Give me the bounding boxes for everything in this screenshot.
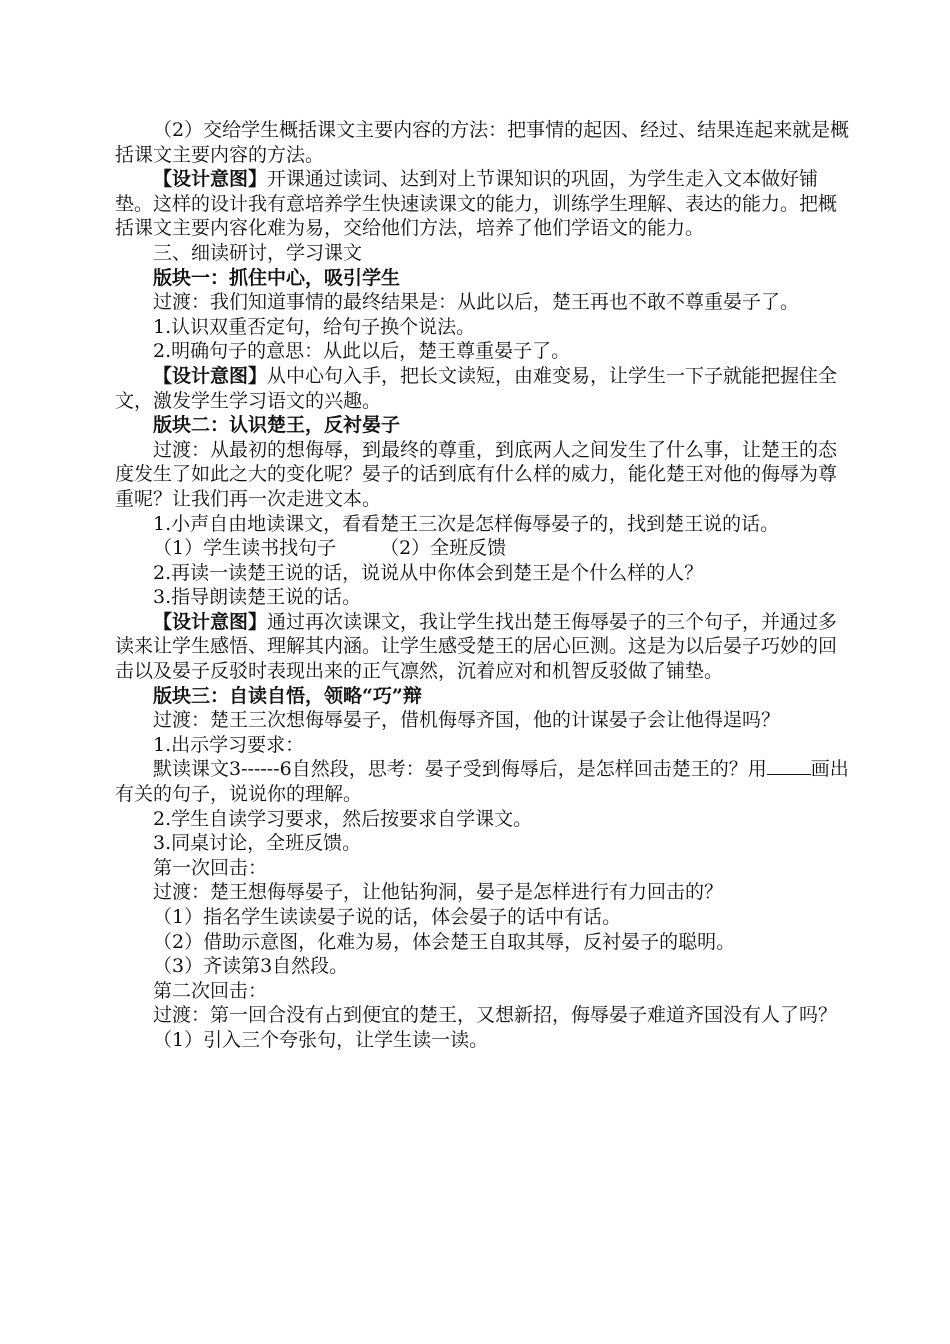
list-item: 1.小声自由地读课文，看看楚王三次是怎样侮辱晏子的，找到楚王说的话。 xyxy=(153,512,780,535)
paragraph-transition-5: 过渡：第一回合没有占到便宜的楚王，又想新招，侮辱晏子难道齐国没有人了吗？ xyxy=(153,1004,838,1027)
design-intent-label: 【设计意图】 xyxy=(153,364,268,387)
underline-blank xyxy=(767,758,811,775)
paragraph-transition-2: 过渡：从最初的想侮辱，到最终的尊重，到底两人之间发生了什么事，让楚王的态度发生了如此之大的变化呢？晏子的话到底有什么样的威力，能化楚王对他的侮辱为尊重呢？让我们再一次走进文本。 xyxy=(115,438,838,510)
block-heading-2: 版块二：认识楚王，反衬晏子 xyxy=(153,414,401,437)
design-intent-label: 【设计意图】 xyxy=(153,610,268,633)
block-heading-3: 版块三：自读自悟，领略“巧”辩 xyxy=(153,684,422,707)
list-item: 2.明确句子的意思：从此以后，楚王尊重晏子了。 xyxy=(153,340,571,363)
sub-heading: 第二次回击： xyxy=(153,979,268,1002)
list-item: 1.认识双重否定句，给句子换个说法。 xyxy=(153,315,476,338)
paragraph-design-intent-1: 【设计意图】开课通过读词、达到对上节课知识的巩固，为学生走入文本做好铺垫。这样的设计我有意培养学生快速读课文的能力，训练学生理解、表达的能力。把概括课文主要内容化难为易，交给他们方法，培养了他们学语文的能力。 xyxy=(115,168,838,240)
list-item: （1）引入三个夸张句，让学生读一读。 xyxy=(153,1028,489,1051)
sub-heading: 第一次回击： xyxy=(153,856,268,879)
list-item: 2.学生自读学习要求，然后按要求自学课文。 xyxy=(153,807,533,830)
section-heading: 三、细读研讨，学习课文 xyxy=(153,241,363,264)
list-item: 3.指导朗读楚王说的话。 xyxy=(153,586,362,609)
paragraph-transition-4: 过渡：楚王想侮辱晏子，让他钻狗洞，晏子是怎样进行有力回击的？ xyxy=(153,881,724,904)
list-item: 3.同桌讨论，全班反馈。 xyxy=(153,832,362,855)
list-item: （2）借助示意图，化难为易，体会楚王自取其辱，反衬晏子的聪明。 xyxy=(153,930,736,953)
paragraph-design-intent-2: 【设计意图】从中心句入手，把长文读短，由难变易，让学生一下子就能把握住全文，激发学生学习语文的兴趣。 xyxy=(115,364,838,412)
paragraph-design-intent-3: 【设计意图】通过再次读课文，我让学生找出楚王侮辱晏子的三个句子，并通过多读来让学生感悟、理解其内涵。让学生感受楚王的居心叵测。这是为以后晏子巧妙的回击以及晏子反驳时表现出来的正气凛然，沉着应对和机智反驳做了铺垫。 xyxy=(115,610,838,683)
paragraph-requirement: 默读课文3------6自然段，思考：晏子受到侮辱后，是怎样回击楚王的？用 画出有关的句子，说说你的理解。 xyxy=(115,758,849,806)
sub-list-pair: （1）学生读书找句子 （2）全班反馈 xyxy=(153,537,507,560)
paragraph-transition-3: 过渡：楚王三次想侮辱晏子，借机侮辱齐国，他的计谋晏子会让他得逞吗？ xyxy=(153,709,781,732)
paragraph-method: （2）交给学生概括课文主要内容的方法：把事情的起因、经过、结果连起来就是概括课文主要内容的方法。 xyxy=(115,119,850,166)
block-heading-1: 版块一：抓住中心，吸引学生 xyxy=(153,266,401,289)
list-item: 2.再读一读楚王说的话，说说从中你体会到楚王是个什么样的人？ xyxy=(153,561,704,584)
list-item: 1.出示学习要求： xyxy=(153,733,305,756)
list-item: （3）齐读第3自然段。 xyxy=(153,955,349,978)
design-intent-label: 【设计意图】 xyxy=(153,168,268,191)
list-item: （1）指名学生读读晏子说的话，体会晏子的话中有话。 xyxy=(153,906,622,928)
paragraph-transition-1: 过渡：我们知道事情的最终结果是：从此以后，楚王再也不敢不尊重晏子了。 xyxy=(153,291,800,314)
